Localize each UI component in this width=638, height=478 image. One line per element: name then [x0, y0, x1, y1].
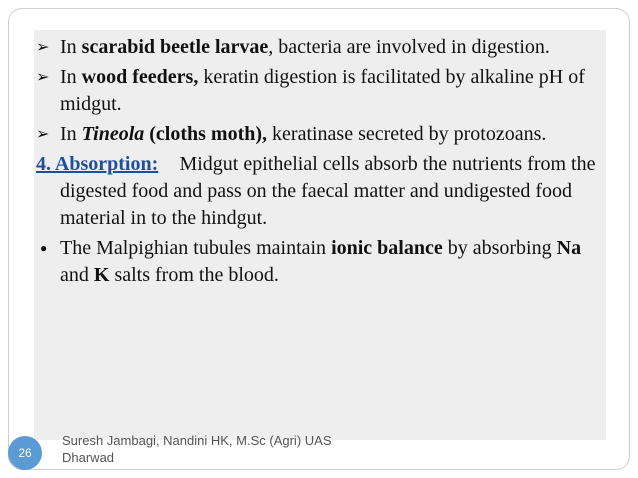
malpighian-text-mid2: and: [60, 264, 94, 286]
bullet-text-post: keratin digestion is facilitated by alkaline pH of midgut.: [60, 66, 585, 115]
arrow-bullet-icon: ➢: [36, 39, 50, 56]
dot-bullet-icon: ●: [40, 241, 48, 255]
bullet-text-pre: In: [60, 123, 82, 145]
bullet-tineola: [36, 121, 596, 148]
bullet-text-post: keratinase secreted by protozoans.: [267, 123, 547, 145]
bullet-text-pre: In: [60, 66, 82, 88]
malpighian-text-pre: The Malpighian tubules maintain: [60, 237, 332, 259]
bullet-text-post: , bacteria are involved in digestion.: [268, 36, 550, 58]
absorption-heading: 4. Absorption:: [36, 153, 159, 175]
malpighian-bold-k: K: [93, 264, 110, 286]
arrow-bullet-icon: ➢: [36, 126, 50, 143]
bullet-scarabid: [36, 34, 596, 61]
footer-authors: Suresh Jambagi, Nandini HK, M.Sc (Agri) UAS Dharwad: [62, 433, 332, 465]
bullet-text-bold-italic: Tineola: [81, 123, 145, 145]
absorption-text: Midgut epithelial cells absorb the nutrients from the digested food and pass on the faecal matter and undigested food material in to the hindgut.: [60, 153, 596, 229]
malpighian-text-post: salts from the blood.: [109, 264, 279, 286]
slide-number-badge: 26: [8, 436, 42, 470]
bullet-text-bold: wood feeders,: [81, 66, 199, 88]
malpighian-text-mid1: by absorbing: [442, 237, 557, 259]
bullet-text-bold: scarabid beetle larvae: [81, 36, 269, 58]
absorption-paragraph: [36, 151, 596, 232]
bullet-malpighian: [36, 235, 596, 289]
bullet-wood-feeders: [36, 64, 596, 118]
arrow-bullet-icon: ➢: [36, 69, 50, 86]
bullet-text-bold: (cloths moth),: [144, 123, 268, 145]
bullet-text-pre: In: [60, 36, 82, 58]
bullet-list: [36, 34, 596, 292]
malpighian-bold-ionic: ionic balance: [331, 237, 443, 259]
malpighian-bold-na: Na: [556, 237, 582, 259]
